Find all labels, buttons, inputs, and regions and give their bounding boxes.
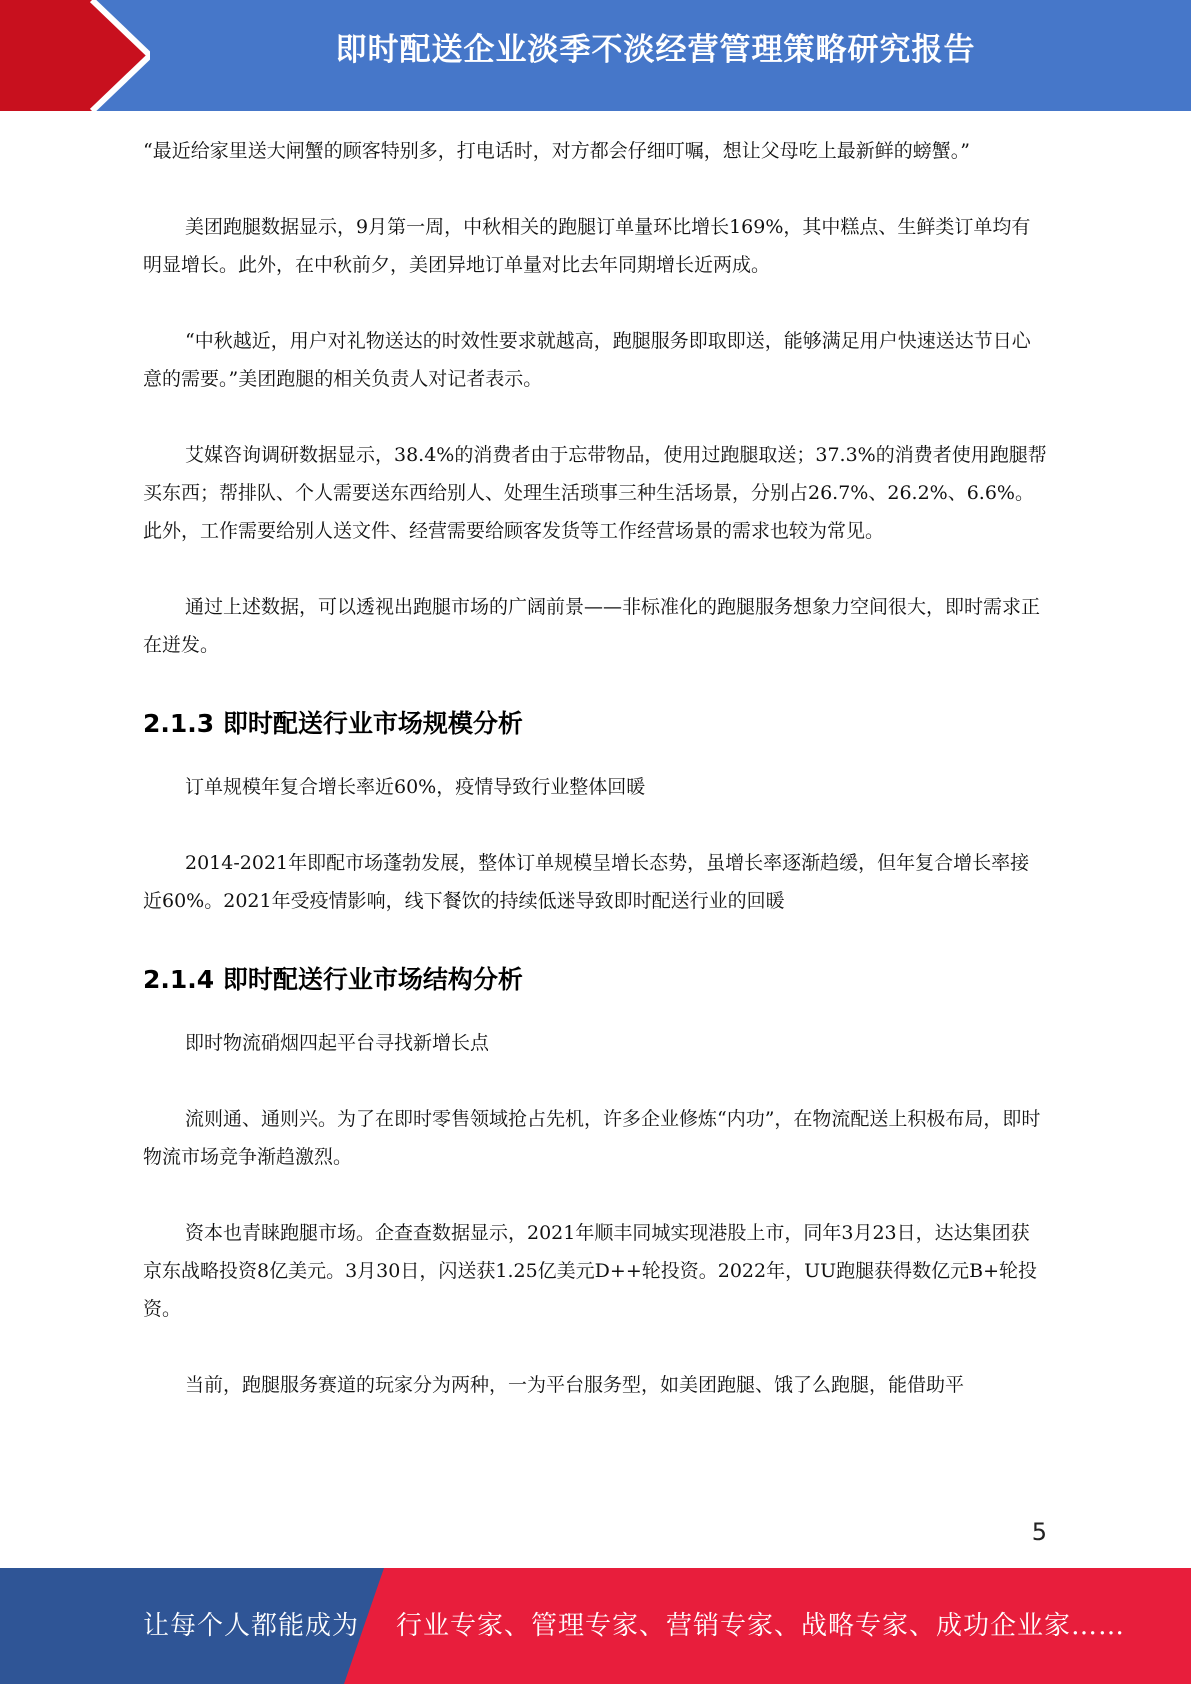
page-header — [0, 0, 1191, 111]
paragraph: 2014-2021年即配市场蓬勃发展，整体订单规模呈增长态势，虽增长率逐渐趋缓，但年复合增长率接近60%。2021年受疫情影响，线下餐饮的持续低迷导致即时配送行业的回暖 — [143, 852, 1030, 912]
paragraph: “中秋越近，用户对礼物送达的时效性要求就越高，跑腿服务即取即送，能够满足用户快速送达节日心意的需要。”美团跑腿的相关负责人对记者表示。 — [143, 330, 1031, 390]
paragraph: 订单规模年复合增长率近60%，疫情导致行业整体回暖 — [185, 776, 646, 798]
paragraph: 艾媒咨询调研数据显示，38.4%的消费者由于忘带物品，使用过跑腿取送；37.3%的消费者使用跑腿帮买东西；帮排队、个人需要送东西给别人、处理生活琐事三种生活场景，分别占26.7%、26.2%、6.6%。此外，工作需要给别人送文件、经营需要给顾客发货等工作经营场景的需求也较为常见。 — [143, 444, 1047, 542]
paragraph: 美团跑腿数据显示，9月第一周，中秋相关的跑腿订单量环比增长169%，其中糕点、生鲜类订单均有明显增长。此外，在中秋前夕，美团异地订单量对比去年同期增长近两成。 — [143, 216, 1031, 276]
report-title: 即时配送企业淡季不淡经营管理策略研究报告 — [335, 32, 976, 68]
page-number: 5 — [1031, 1518, 1047, 1546]
paragraph: 资本也青睐跑腿市场。企查查数据显示，2021年顺丰同城实现港股上市，同年3月23日，达达集团获京东战略投资8亿美元。3月30日，闪送获1.25亿美元D++轮投资。2022年，UU跑腿获得数亿元B+轮投资。 — [143, 1222, 1037, 1320]
section-heading-2-1-3: 2.1.3 即时配送行业市场规模分析 — [143, 709, 523, 738]
paragraph: 流则通、通则兴。为了在即时零售领域抢占先机，许多企业修炼“内功”，在物流配送上积极布局，即时物流市场竞争渐趋激烈。 — [143, 1108, 1041, 1168]
paragraph: 通过上述数据，可以透视出跑腿市场的广阔前景——非标准化的跑腿服务想象力空间很大，即时需求正在迸发。 — [143, 596, 1041, 656]
paragraph: 即时物流硝烟四起平台寻找新增长点 — [185, 1032, 490, 1054]
paragraph: “最近给家里送大闸蟹的顾客特别多，打电话时，对方都会仔细叮嘱，想让父母吃上最新鲜的螃蟹。” — [143, 140, 970, 162]
page-footer — [0, 1568, 1191, 1684]
paragraph: 当前，跑腿服务赛道的玩家分为两种，一为平台服务型，如美团跑腿、饿了么跑腿，能借助平 — [185, 1374, 965, 1396]
header-red-arrow-decoration — [0, 0, 150, 111]
page-content — [143, 132, 1048, 1442]
footer-slogan-right: 行业专家、管理专家、营销专家、战略专家、成功企业家…… — [396, 1611, 1126, 1641]
section-heading-2-1-4: 2.1.4 即时配送行业市场结构分析 — [143, 965, 523, 994]
footer-slogan-left: 让每个人都能成为 — [143, 1611, 360, 1641]
